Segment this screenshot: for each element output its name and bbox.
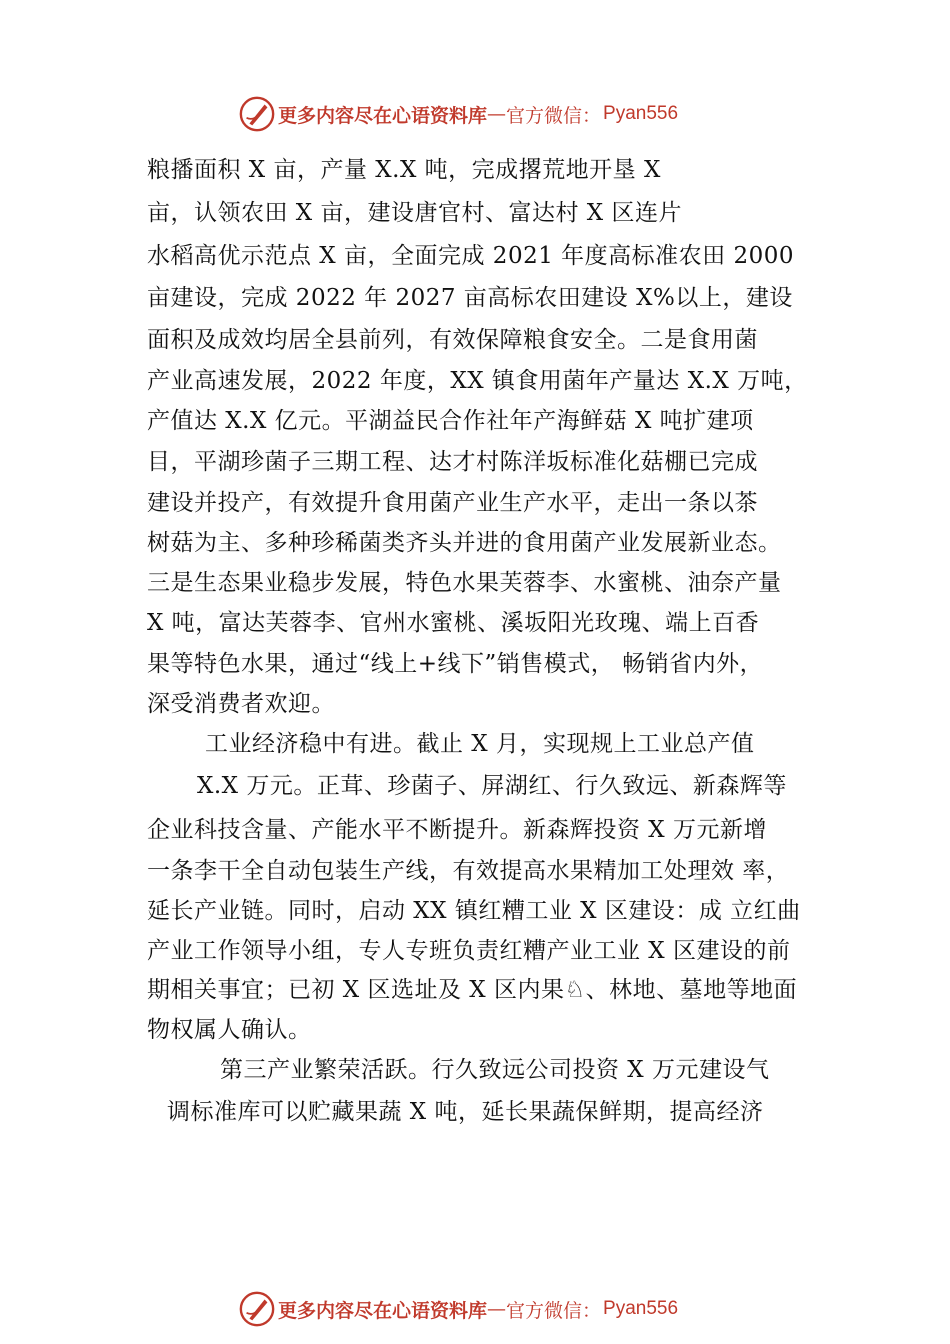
text-line: 期相关事宜；已初 X 区选址及 X 区内果♘、林地、墓地等地面 — [147, 977, 798, 1003]
banner-wechat-label: 官方微信： — [506, 1299, 602, 1322]
text-line: 企业科技含量、产能水平不断提升。新森辉投资 X 万元新增 — [147, 817, 767, 843]
pen-logo-icon — [238, 1290, 276, 1328]
pen-logo-icon — [238, 95, 276, 133]
text-line: 第三产业繁荣活跃。行久致远公司投资 X 万元建设气 — [220, 1057, 770, 1083]
text-line: 亩，认领农田 X 亩，建设唐官村、富达村 X 区连片 — [147, 200, 682, 226]
text-line: 目，平湖珍菌子三期工程、达才村陈洋坂标准化菇棚已完成 — [147, 449, 758, 475]
banner-lead-text: 更多内容尽在心语资料库 — [278, 1299, 488, 1322]
text-line: 树菇为主、多种珍稀菌类齐头并进的食用菌产业发展新业态。 — [147, 530, 782, 556]
banner-wechat-id: Pyan556 — [603, 1298, 679, 1319]
text-line: 粮播面积 X 亩，产量 X.X 吨，完成撂荒地开垦 X — [147, 157, 661, 183]
banner-dash: — — [487, 1298, 507, 1320]
text-line: 调标准库可以贮藏果蔬 X 吨，延长果蔬保鲜期，提高经济 — [167, 1099, 764, 1125]
banner-wechat-id: Pyan556 — [603, 103, 679, 124]
text-line: X 吨，富达芙蓉李、官州水蜜桃、溪坂阳光玫瑰、端上百香 — [147, 610, 760, 636]
text-line: 深受消费者欢迎。 — [147, 691, 335, 717]
text-line: 工业经济稳中有进。截止 X 月，实现规上工业总产值 — [205, 731, 755, 757]
text-line: 延长产业链。同时，启动 XX 镇红糟工业 X 区建设：成 立红曲 — [147, 898, 801, 924]
text-line: 一条李干全自动包装生产线，有效提高水果精加工处理效 率， — [147, 858, 790, 884]
banner-lead-text: 更多内容尽在心语资料库 — [278, 104, 488, 127]
text-line: 三是生态果业稳步发展，特色水果芙蓉李、水蜜桃、油奈产量 — [147, 570, 782, 596]
text-line: 建设并投产，有效提升食用菌产业生产水平，走出一条以茶 — [147, 490, 758, 516]
text-line: X.X 万元。正茸、珍菌子、屏湖红、行久致远、新森辉等 — [197, 773, 787, 799]
text-line: 水稻高优示范点 X 亩，全面完成 2021 年度高标准农田 2000 — [147, 243, 794, 269]
text-line: 果等特色水果，通过“线上+线下”销售模式， 畅销省内外， — [147, 651, 764, 677]
text-line: 产业工作领导小组，专人专班负责红糟产业工业 X 区建设的前 — [147, 938, 791, 964]
footer-banner — [238, 1289, 738, 1329]
text-line: 产业高速发展，2022 年度，XX 镇食用菌年产量达 X.X 万吨， — [147, 368, 808, 394]
text-line: 物权属人确认。 — [147, 1017, 312, 1043]
header-banner — [238, 94, 738, 134]
text-line: 亩建设，完成 2022 年 2027 亩高标农田建设 X%以上，建设 — [147, 285, 793, 311]
text-line: 产值达 X.X 亿元。平湖益民合作社年产海鲜菇 X 吨扩建项 — [147, 408, 754, 434]
text-line: 面积及成效均居全县前列，有效保障粮食安全。二是食用菌 — [147, 327, 758, 353]
banner-wechat-label: 官方微信： — [506, 104, 602, 127]
banner-dash: — — [487, 103, 507, 125]
